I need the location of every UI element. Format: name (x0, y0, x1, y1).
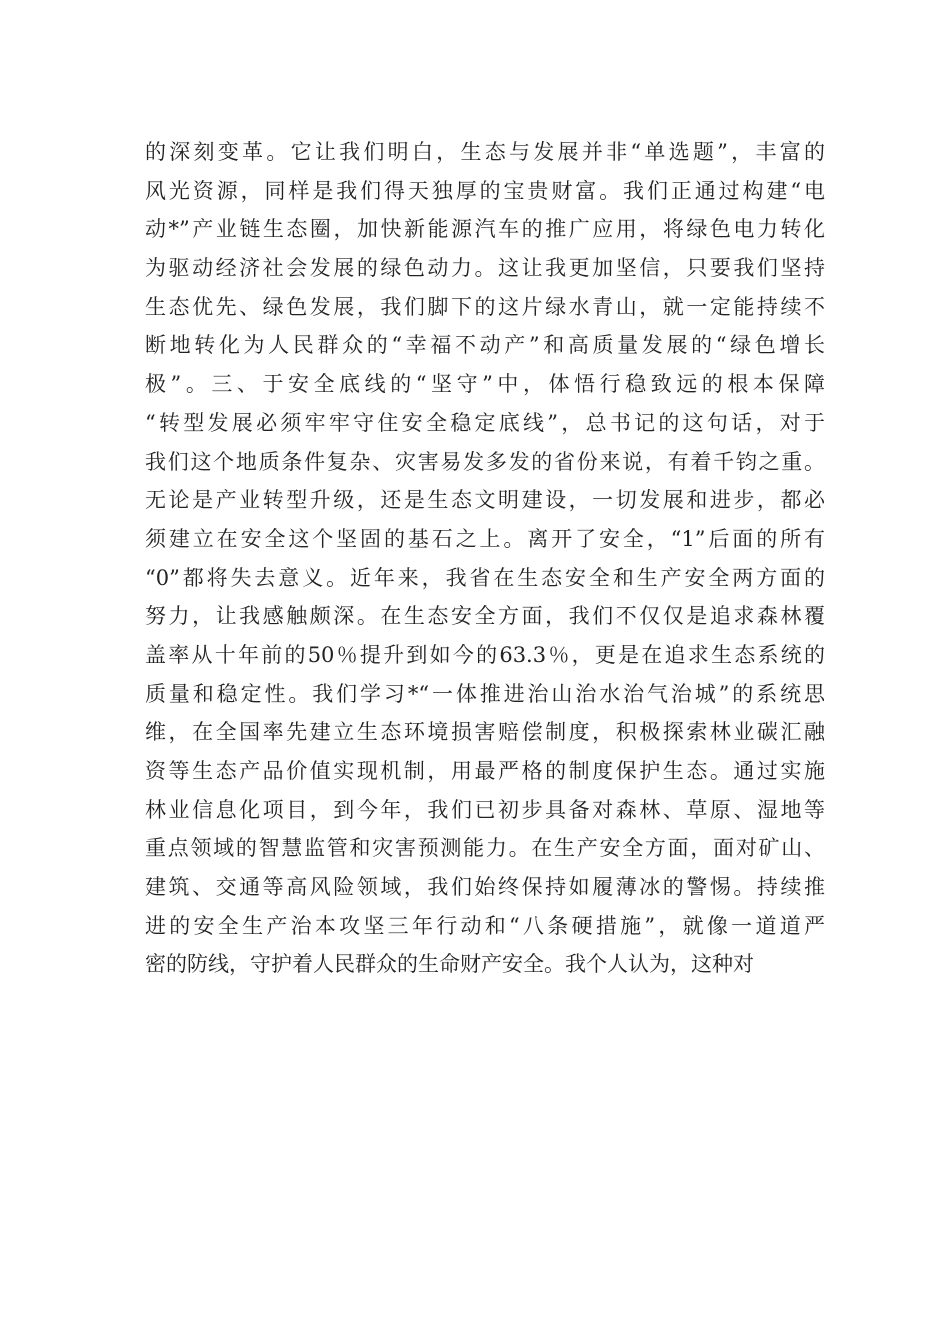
text-line: 建筑、交通等高风险领域，我们始终保持如履薄冰的警惕。持续推 (145, 875, 825, 900)
text-line: “0”都将失去意义。近年来，我省在生态安全和生产安全两方面的 (145, 565, 825, 590)
text-line: 的深刻变革。它让我们明白，生态与发展并非“单选题”，丰富的 (145, 140, 825, 164)
text-line: 努力，让我感触颇深。在生态安全方面，我们不仅仅是追求森林覆 (145, 604, 825, 629)
text-line: 林业信息化项目，到今年，我们已初步具备对森林、草原、湿地等 (145, 797, 825, 822)
text-line: 进的安全生产治本攻坚三年行动和“八条硬措施”，就像一道道严 (145, 913, 825, 938)
text-line: 断地转化为人民群众的“幸福不动产”和高质量发展的“绿色增长 (145, 333, 825, 358)
text-line: 维，在全国率先建立生态环境损害赔偿制度，积极探索林业碳汇融 (145, 720, 825, 745)
text-line: 重点领域的智慧监管和灾害预测能力。在生产安全方面，面对矿山、 (145, 836, 825, 861)
text-line: 生态优先、绿色发展，我们脚下的这片绿水青山，就一定能持续不 (145, 294, 825, 319)
text-line: “转型发展必须牢牢守住安全稳定底线”，总书记的这句话，对于 (145, 410, 825, 435)
body-text (145, 133, 825, 984)
text-line: 盖率从十年前的50％提升到如今的63.3％，更是在追求生态系统的 (145, 642, 825, 667)
text-line: 密的防线，守护着人民群众的生命财产安全。我个人认为，这种对 (145, 952, 754, 977)
text-line: 极”。三、于安全底线的“坚守”中，体悟行稳致远的根本保障 (145, 372, 825, 397)
text-line: 无论是产业转型升级，还是生态文明建设，一切发展和进步，都必 (145, 488, 825, 513)
text-line: 为驱动经济社会发展的绿色动力。这让我更加坚信，只要我们坚持 (145, 256, 825, 281)
text-line: 资等生态产品价值实现机制，用最严格的制度保护生态。通过实施 (145, 759, 825, 783)
text-line: 我们这个地质条件复杂、灾害易发多发的省份来说，有着千钧之重。 (145, 449, 825, 474)
text-line: 风光资源，同样是我们得天独厚的宝贵财富。我们正通过构建“电 (145, 178, 825, 203)
text-line: 须建立在安全这个坚固的基石之上。离开了安全，“1”后面的所有 (145, 526, 825, 551)
text-line: 动*”产业链生态圈，加快新能源汽车的推广应用，将绿色电力转化 (145, 217, 825, 242)
text-line: 质量和稳定性。我们学习*“一体推进治山治水治气治城”的系统思 (145, 681, 825, 706)
